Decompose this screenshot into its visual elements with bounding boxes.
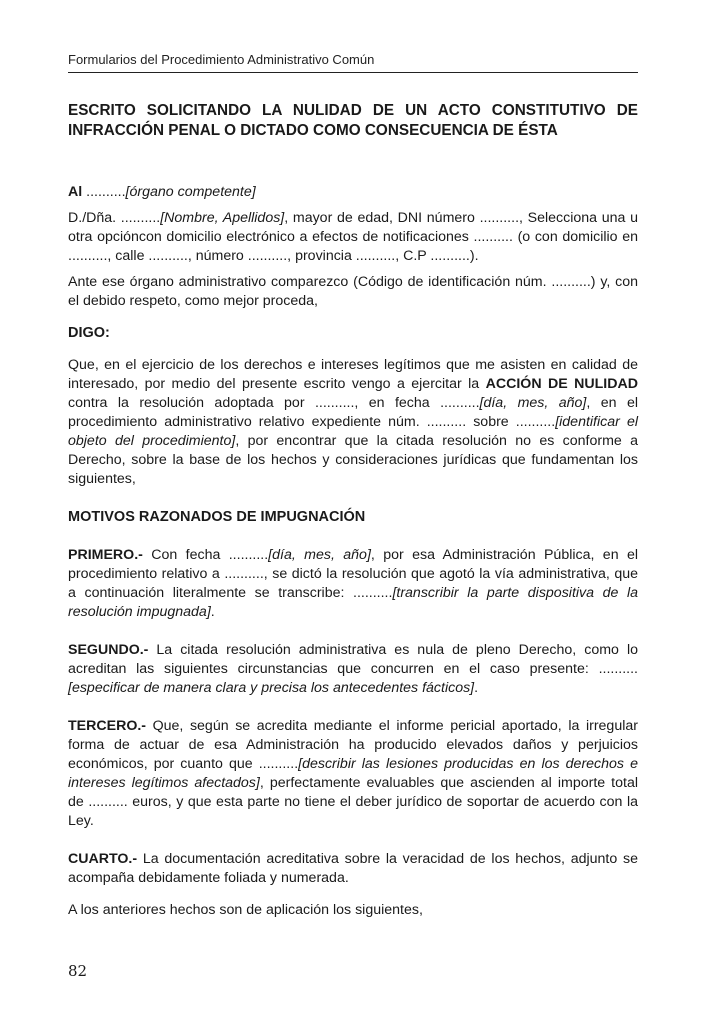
primero-text-2: , por esa Administración Pública, en el procedimiento relativo a .........., se dictó la resolución que agotó la vía administrativa, que a continuación literalmente se transcribe: .......... bbox=[68, 547, 639, 601]
running-header: Formularios del Procedimiento Administrativo Común bbox=[68, 52, 638, 73]
segundo-text-1: La citada resolución administrativa es nula de pleno Derecho, como lo acreditan las siguientes circunstancias que concurren en el caso presente: .......... bbox=[68, 642, 638, 677]
digo-text-2: contra la resolución adoptada por .........., en fecha .......... bbox=[68, 395, 480, 411]
cuarto-paragraph bbox=[68, 850, 638, 888]
document-body bbox=[68, 183, 638, 920]
primero-date-placeholder: [día, mes, año] bbox=[268, 547, 371, 563]
addressee-label: Al bbox=[68, 184, 83, 200]
addressee-dots: .......... bbox=[82, 184, 126, 200]
digo-object-placeholder: [identificar el objeto del procedimiento] bbox=[68, 414, 638, 449]
tercero-text-2: , perfectamente evaluables que ascienden al importe total de .......... euros, y que esta parte no tiene el deber jurídico de soportar de acuerdo con la Ley. bbox=[68, 775, 639, 829]
segundo-paragraph bbox=[68, 641, 638, 698]
addressee-line bbox=[68, 183, 638, 202]
cuarto-label: CUARTO.- bbox=[68, 851, 138, 867]
motivos-heading: MOTIVOS RAZONADOS DE IMPUGNACIÓN bbox=[68, 509, 366, 525]
identification-text-1: D./Dña. .......... bbox=[68, 210, 161, 226]
segundo-label: SEGUNDO.- bbox=[68, 642, 149, 658]
cuarto-text-1: La documentación acreditativa sobre la veracidad de los hechos, adjunto se acompaña debidamente foliada y numerada. bbox=[68, 851, 638, 886]
primero-paragraph bbox=[68, 546, 638, 622]
digo-heading: DIGO: bbox=[68, 325, 110, 341]
document-title: ESCRITO SOLICITANDO LA NULIDAD DE UN ACTO CONSTITUTIVO DE INFRACCIÓN PENAL O DICTADO COMO CONSECUENCIA DE ÉSTA bbox=[68, 102, 638, 139]
segundo-facts-placeholder: [especificar de manera clara y precisa los antecedentes fácticos] bbox=[68, 680, 475, 696]
addressee-placeholder: [órgano competente] bbox=[125, 184, 256, 200]
segundo-text-2: . bbox=[474, 680, 479, 696]
tercero-text-1: Que, según se acredita mediante el informe pericial aportado, la irregular forma de actuar de esa Administración ha producido elevados daños y perjuicios económicos, por cuanto que .......... bbox=[68, 718, 638, 772]
accion-nulidad-emphasis: ACCIÓN DE NULIDAD bbox=[485, 376, 638, 392]
identification-placeholder: [Nombre, Apellidos] bbox=[160, 210, 285, 226]
digo-date-placeholder: [día, mes, año] bbox=[479, 395, 587, 411]
digo-text-1: Que, en el ejercicio de los derechos e intereses legítimos que me asisten en calidad de interesado, por medio del presente escrito vengo a ejercitar la bbox=[68, 357, 638, 392]
primero-label: PRIMERO.- bbox=[68, 547, 143, 563]
digo-text-3: , en el procedimiento administrativo relativo expediente núm. .......... sobre .......... bbox=[68, 395, 638, 430]
primero-text-1: Con fecha .......... bbox=[142, 547, 269, 563]
page-number: 82 bbox=[68, 962, 88, 980]
appearance-paragraph: Ante ese órgano administrativo comparezco (Código de identificación núm. ..........) y, con el debido respeto, como mejor proceda, bbox=[68, 274, 638, 309]
identification-text-2: , mayor de edad, DNI número .........., Selecciona una u otra opcióncon domicilio electrónico a efectos de notificaciones .......... (o con domicilio en .........., calle .........., número .........., provincia .........., C.P ..........). bbox=[68, 210, 638, 264]
tercero-damages-placeholder: [describir las lesiones producidas en los derechos e intereses legítimos afectados] bbox=[68, 756, 638, 791]
tercero-paragraph bbox=[68, 717, 638, 831]
closing-paragraph: A los anteriores hechos son de aplicación los siguientes, bbox=[68, 902, 423, 918]
primero-transcription-placeholder: [transcribir la parte dispositiva de la resolución impugnada] bbox=[68, 585, 638, 620]
digo-paragraph bbox=[68, 356, 638, 489]
primero-text-3: . bbox=[210, 604, 215, 620]
identification-paragraph bbox=[68, 209, 638, 266]
tercero-label: TERCERO.- bbox=[68, 718, 147, 734]
digo-text-4: , por encontrar que la citada resolución no es conforme a Derecho, sobre la base de los hechos y consideraciones jurídicas que fundamentan los siguientes, bbox=[68, 433, 639, 487]
